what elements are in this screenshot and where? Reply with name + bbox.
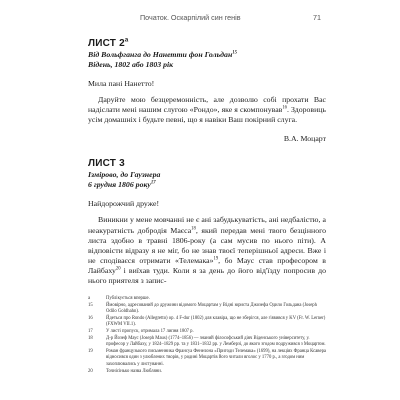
letter-3-body-part2: , який передав мені твого безцінного листа здобно в травні 1806-року (а сам мусив по нього піти). А відповісти відразу я не міг, бо не знав твоєї теперішньої адреси. Вже і не сподіваєся отримати «Телемака» [88,225,326,265]
letter-2-body [88,95,326,125]
letter-2-heading-text: ЛИСТ 2 [88,38,125,49]
footnote [88,303,326,316]
footnote [88,316,326,329]
letter-3-body-sup3: 20 [115,266,121,272]
page-number: 71 [313,13,321,22]
letter-3-body-part3: , бо Маус став професором в Лайбаху [88,255,326,275]
footnote [88,349,326,369]
footnote-mark: 15 [88,302,93,308]
letter-3-body-part4: і виїхав туди. Коли я за день до його від'їзду попросив до нього приятеля з запис- [88,265,326,286]
letter-2-from-to-sup: 15 [232,50,237,56]
footnote-text: Ймовірно, адресований до дружини відомого Моцартам у Відні юриста Джозефа Одило Гольдана (Joseph Odilo Goldhahn). [106,302,317,315]
footnote [88,296,326,303]
footnote-mark: 18 [88,335,93,341]
letter-3-place-date-2 [88,180,326,190]
footnote-mark: 17 [88,328,93,334]
letter-2-salutation: Мила пані Нанетто! [88,79,155,88]
letter-2-body-end: . Здоровиць усім домашніх і будьте певні, що я навіки Ваш покірний слуга. [88,105,326,125]
letter-3-place-date-sup: 17 [150,180,156,186]
footnote-text: Йдеться про Rondo (Allegretto) op. 4 F-dur (1802) для клавіра, що не зберігся, але з'явився у KV (Fr. W. Lerner) (FXWM VII.1). [106,315,326,328]
page-content [88,38,326,286]
letter-2-place-date: Відень, 1802 або 1803 рік [88,60,174,69]
letter-3-body [88,215,326,286]
letter-2-heading [88,38,326,50]
letter-3-place-date-1: Ізмірово, до Гаузнера [88,170,161,180]
footnote-text: Роман французького письменника Франсуа Фенелона «Пригоди Телемака» (1699), на лекціях Франца Ксавера відносився один з улюблених творів, у родині Моцартів його читали вголос у 1770 р., а згодом ним захоплювались у листуванні. [106,348,326,367]
footnote-mark: 16 [88,315,93,321]
footnote [88,329,326,336]
letter-2-body-text: Даруйте мою безцеремонність, але дозволю собі прохати Вас надіслати мені нашим слугою «Рондо», яке я скомпонував [88,95,326,115]
letter-3-body-sup1: 18 [191,225,196,231]
letter-2-from-to-text: Від Вольфганга до Нанетти фон Гольдан [88,50,233,59]
letter-3-body-sup2: 19 [213,256,219,262]
footnote-mark: 20 [88,368,93,374]
footnote-mark: 19 [88,348,93,354]
letter-3-salutation: Найдорожчий друже! [88,199,160,209]
letter-2-signature: В.А. Моцарт [283,134,326,144]
footnote-text: У листі пропуск, отримала 17 липня 1807 р. [106,328,194,334]
footnote-mark: a [88,296,91,301]
footnote-text: Д-р Йозеф Маус (Joseph Maus) (1774–1856) — знаний філософський діяч Віденського університету, у. професор у Лайбаху, у 1824–1829 pp. та у 1831–1832 pp. у Лемберзі, до якого згодом подружився з Моцартом. [106,335,326,348]
footnote-text: Публікується вперше. [106,296,150,301]
letter-3-heading: ЛИСТ 3 [88,158,125,170]
letter-2-from-to [88,50,326,60]
running-head: Початок. Оскарпілий син генів [140,13,241,22]
footnote [88,369,326,376]
footnote [88,336,326,349]
letter-2-body-sup: 16 [282,105,288,111]
footnotes [88,296,326,375]
letter-3 [88,158,326,286]
letter-2-heading-sup: a [124,37,129,44]
letter-2 [88,38,326,144]
page-header [0,13,400,25]
letter-3-body-part1: Виникни у мене мовчанні не є ані забудькуватість, ані недбалістю, а неакуратність добродія Маєса [88,215,326,235]
letter-3-place-date-2-text: 6 грудня 1806 року [88,180,151,190]
footnote-text: Точнісінько назва Любляни. [106,368,162,374]
